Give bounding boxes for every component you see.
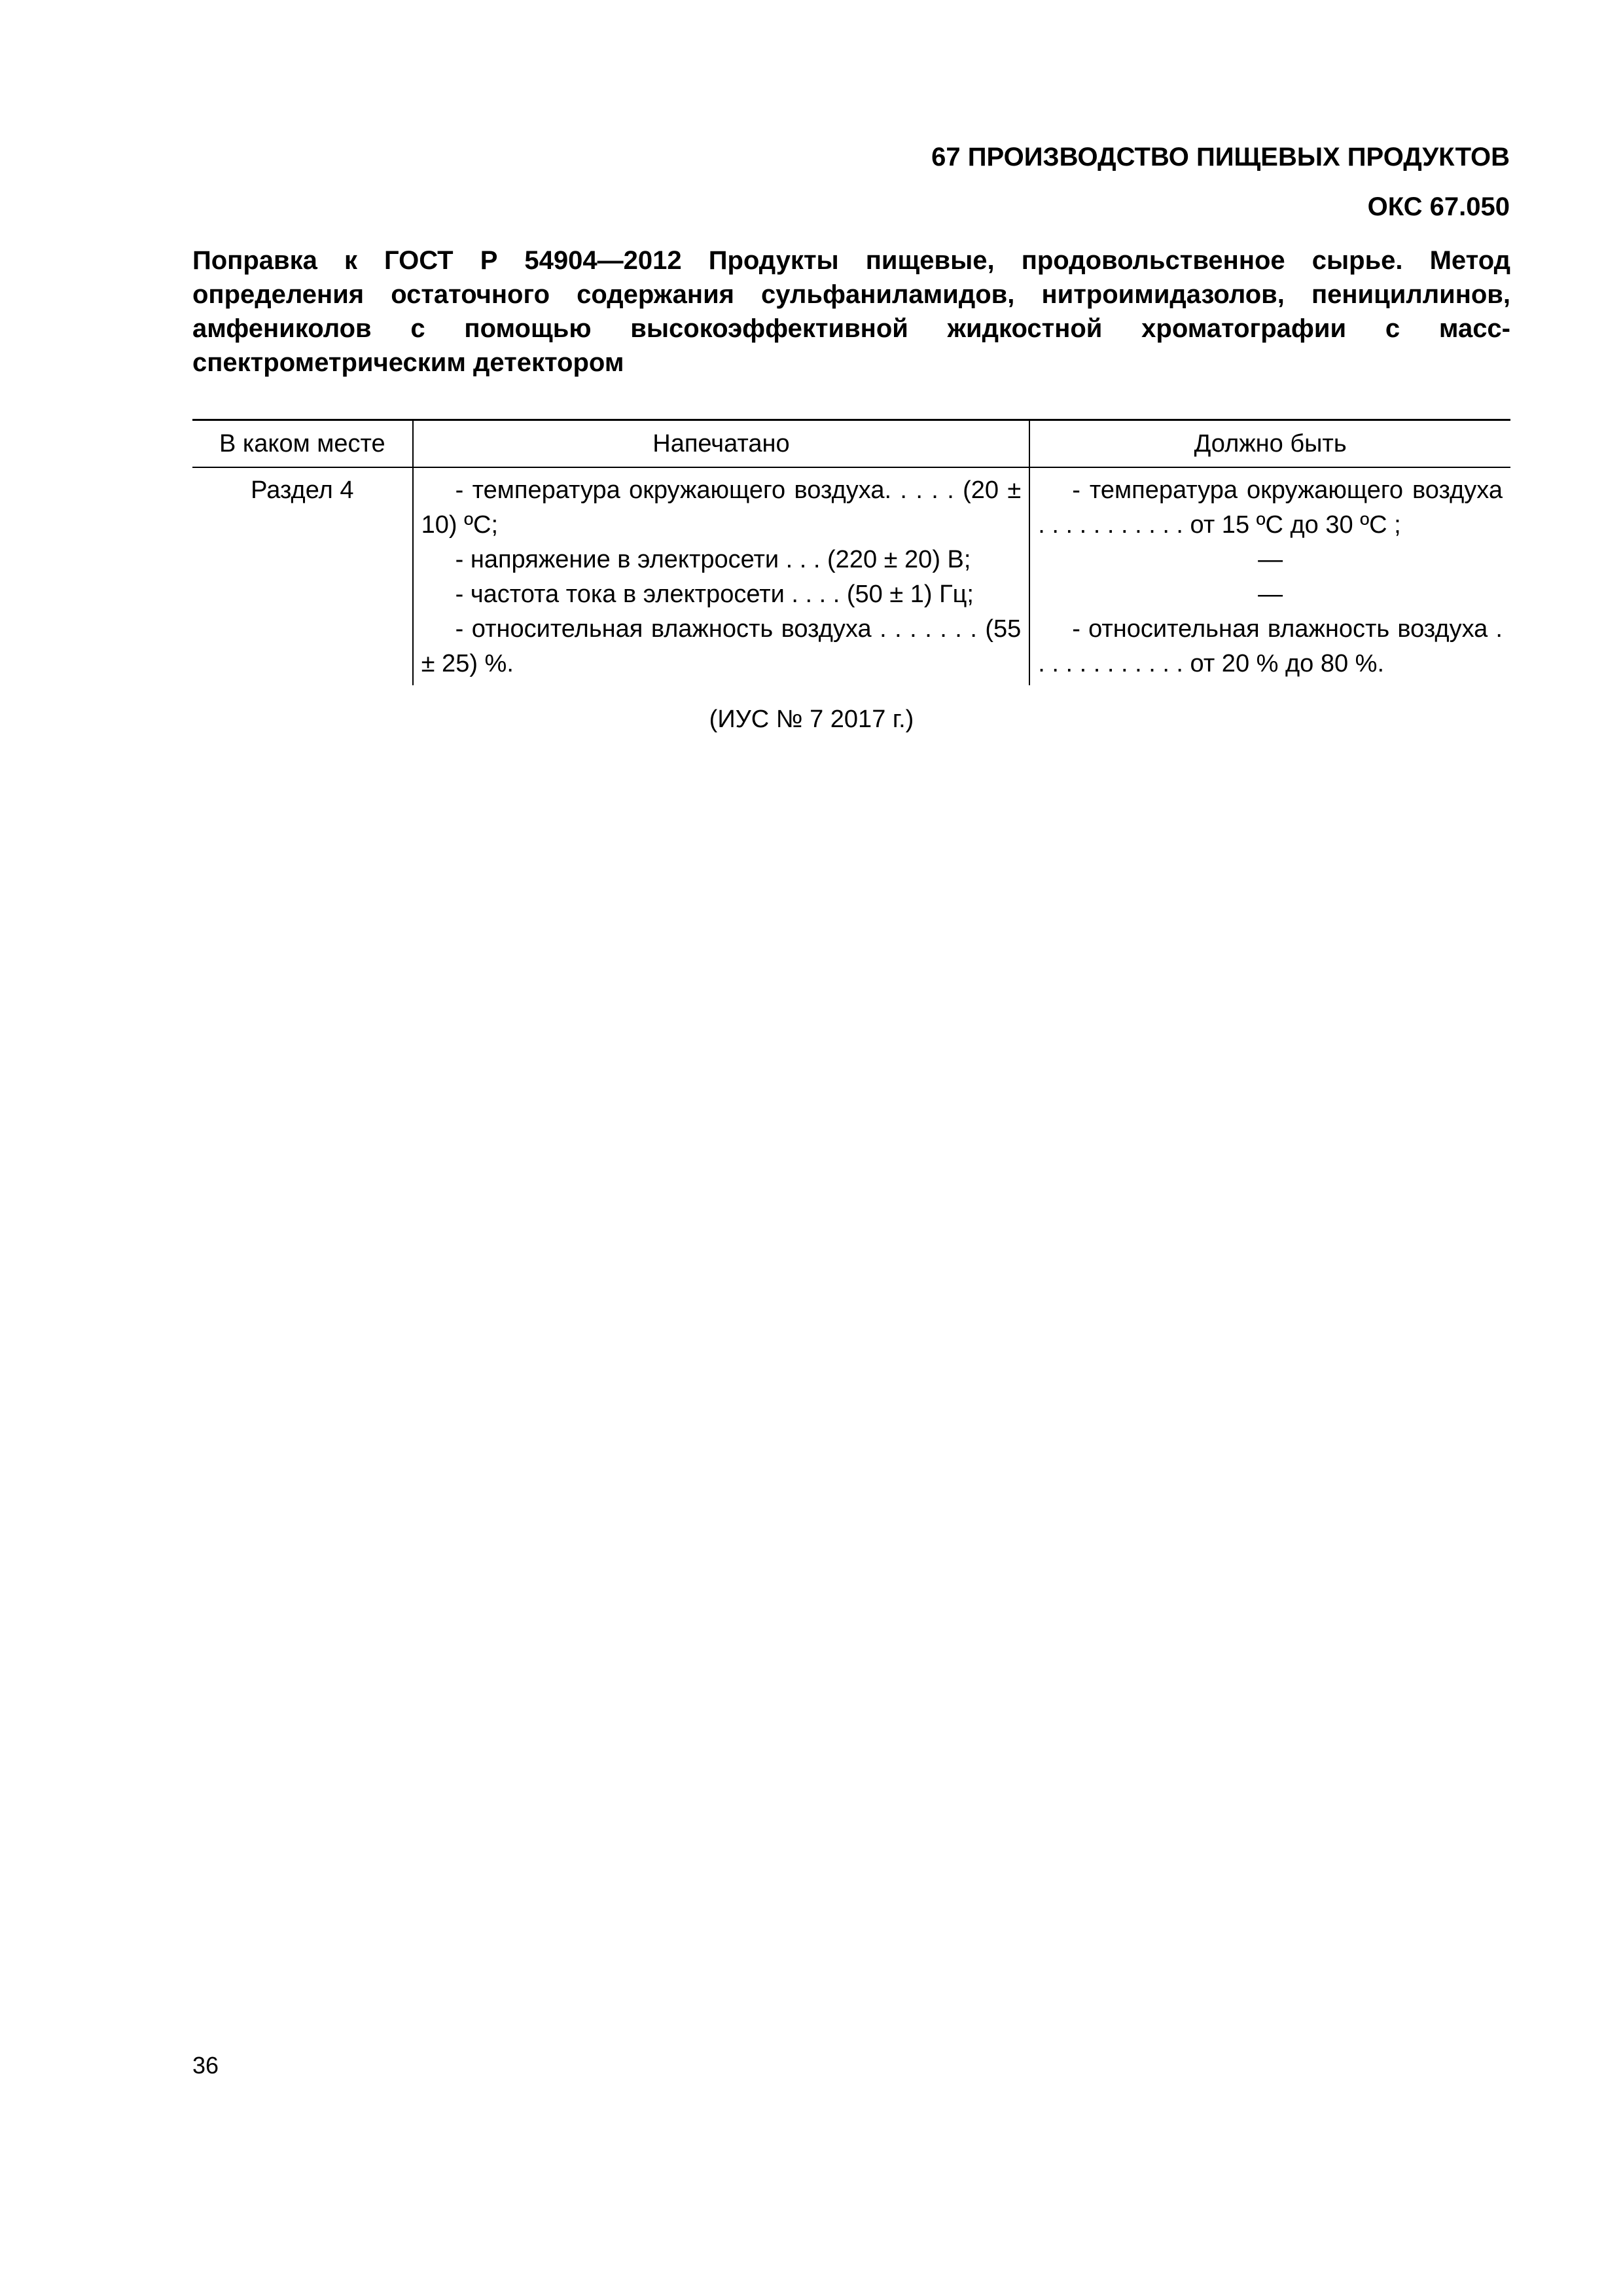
should-be-item-voltage: —: [1258, 546, 1283, 573]
page-number: 36: [192, 2052, 219, 2079]
printed-item-temperature: - температура окружающего воздуха. . . . . (20 ± 10) ºС;: [421, 476, 1022, 539]
printed-item-humidity: - относительная влажность воздуха . . . . . . . (55 ± 25) %.: [421, 615, 1022, 677]
should-be-item-frequency: —: [1258, 581, 1283, 608]
issue-reference: (ИУС № 7 2017 г.): [709, 706, 914, 733]
header-printed: Напечатано: [413, 420, 1030, 468]
table-row: [192, 467, 1510, 685]
header-place: В каком месте: [192, 420, 413, 468]
should-be-item-humidity: - относительная влажность воздуха . . . . . . . . . . . . от 20 % до 80 %.: [1038, 615, 1503, 677]
section-title: 67 ПРОИЗВОДСТВО ПИЩЕВЫХ ПРОДУКТОВ: [931, 143, 1510, 171]
place-cell: Раздел 4: [251, 476, 354, 504]
should-be-item-temperature: - температура окружающего воздуха . . . . . . . . . . . от 15 ºС до 30 ºС ;: [1038, 476, 1503, 539]
printed-cell: [413, 467, 1030, 685]
header-should-be: Должно быть: [1029, 420, 1510, 468]
amendment-title: Поправка к ГОСТ Р 54904—2012 Продукты пищевые, продовольственное сырье. Метод определения остаточного содержания сульфаниламидов, нитроимидазолов, пенициллинов, амфениколов с помощью высокоэффективной жидкостной хроматографии с масс-спектрометрическим детектором: [192, 246, 1510, 377]
table-header-row: [192, 420, 1510, 468]
printed-item-voltage: - напряжение в электросети . . . (220 ± 20) В;: [455, 546, 971, 573]
amendment-table: [192, 419, 1510, 685]
printed-item-frequency: - частота тока в электросети . . . . (50 ± 1) Гц;: [455, 581, 974, 608]
should-be-cell: [1029, 467, 1510, 685]
oks-code: ОКС 67.050: [1367, 192, 1510, 221]
